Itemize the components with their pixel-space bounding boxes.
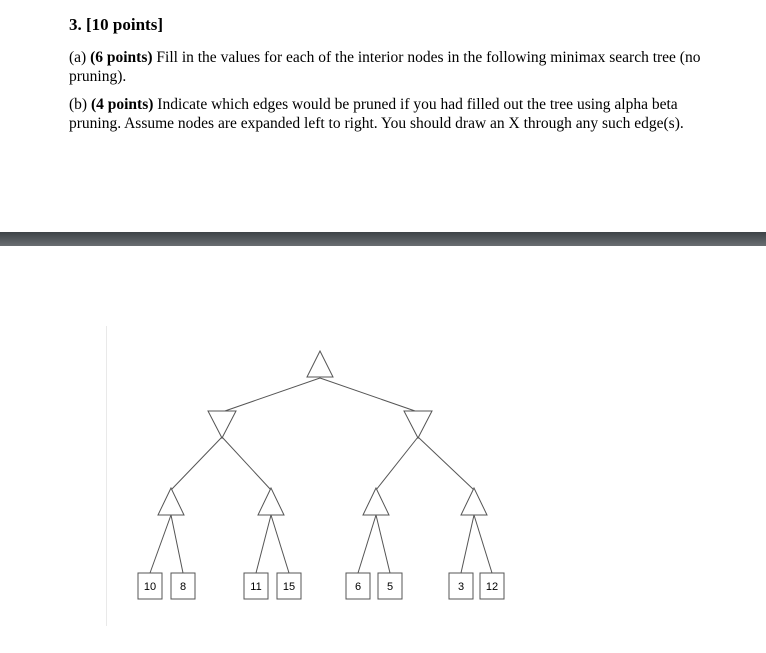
edge-max3-leaf6: [376, 515, 390, 573]
max-node-3[interactable]: [363, 488, 389, 515]
max-node-1[interactable]: [158, 488, 184, 515]
edge-max2-leaf3: [256, 515, 271, 573]
min-node-1[interactable]: [208, 411, 236, 438]
leaf-value: 6: [354, 581, 362, 593]
max-node-4[interactable]: [461, 488, 487, 515]
edge-min2-max3: [376, 437, 418, 490]
edge-min1-max1: [171, 437, 222, 490]
min-node-2[interactable]: [404, 411, 432, 438]
edge-max4-leaf8: [474, 515, 492, 573]
edge-max2-leaf4: [271, 515, 289, 573]
edge-root-min1: [222, 378, 320, 412]
edge-root-min2: [320, 378, 418, 412]
edge-max3-leaf5: [358, 515, 376, 573]
part-a-points: (6 points): [90, 49, 153, 66]
part-b-text: Indicate which edges would be pruned if you had filled out the tree using alpha beta pruning. Assume nodes are expanded left to right. You should draw an X through any such edge(s).: [69, 96, 684, 132]
leaf-value: 11: [250, 581, 262, 593]
tree-nodes: [158, 351, 487, 515]
leaf-value: 12: [485, 581, 499, 593]
part-b-label: (b): [69, 96, 88, 113]
part-b-points: (4 points): [90, 96, 154, 113]
leaf-value: 8: [179, 581, 187, 593]
leaf-values: [144, 581, 498, 593]
edge-max1-leaf1: [150, 515, 171, 573]
leaf-value: 3: [457, 581, 465, 593]
edge-min2-max4: [418, 437, 474, 490]
leaf-value: 10: [143, 581, 157, 593]
leaf-boxes: [138, 573, 504, 599]
edge-max1-leaf2: [171, 515, 183, 573]
part-a-text: Fill in the values for each of the interior nodes in the following minimax search tree (no pruning).: [69, 49, 701, 85]
tree-edges: [150, 378, 492, 573]
edge-min1-max2: [222, 437, 271, 490]
part-a-label: (a): [69, 49, 87, 66]
leaf-value: 15: [282, 581, 296, 593]
root-max-node[interactable]: [307, 351, 333, 377]
question-heading: 3. [10 points]: [69, 15, 163, 34]
max-node-2[interactable]: [258, 488, 284, 515]
edge-max4-leaf7: [461, 515, 474, 573]
leaf-value: 5: [386, 581, 394, 593]
